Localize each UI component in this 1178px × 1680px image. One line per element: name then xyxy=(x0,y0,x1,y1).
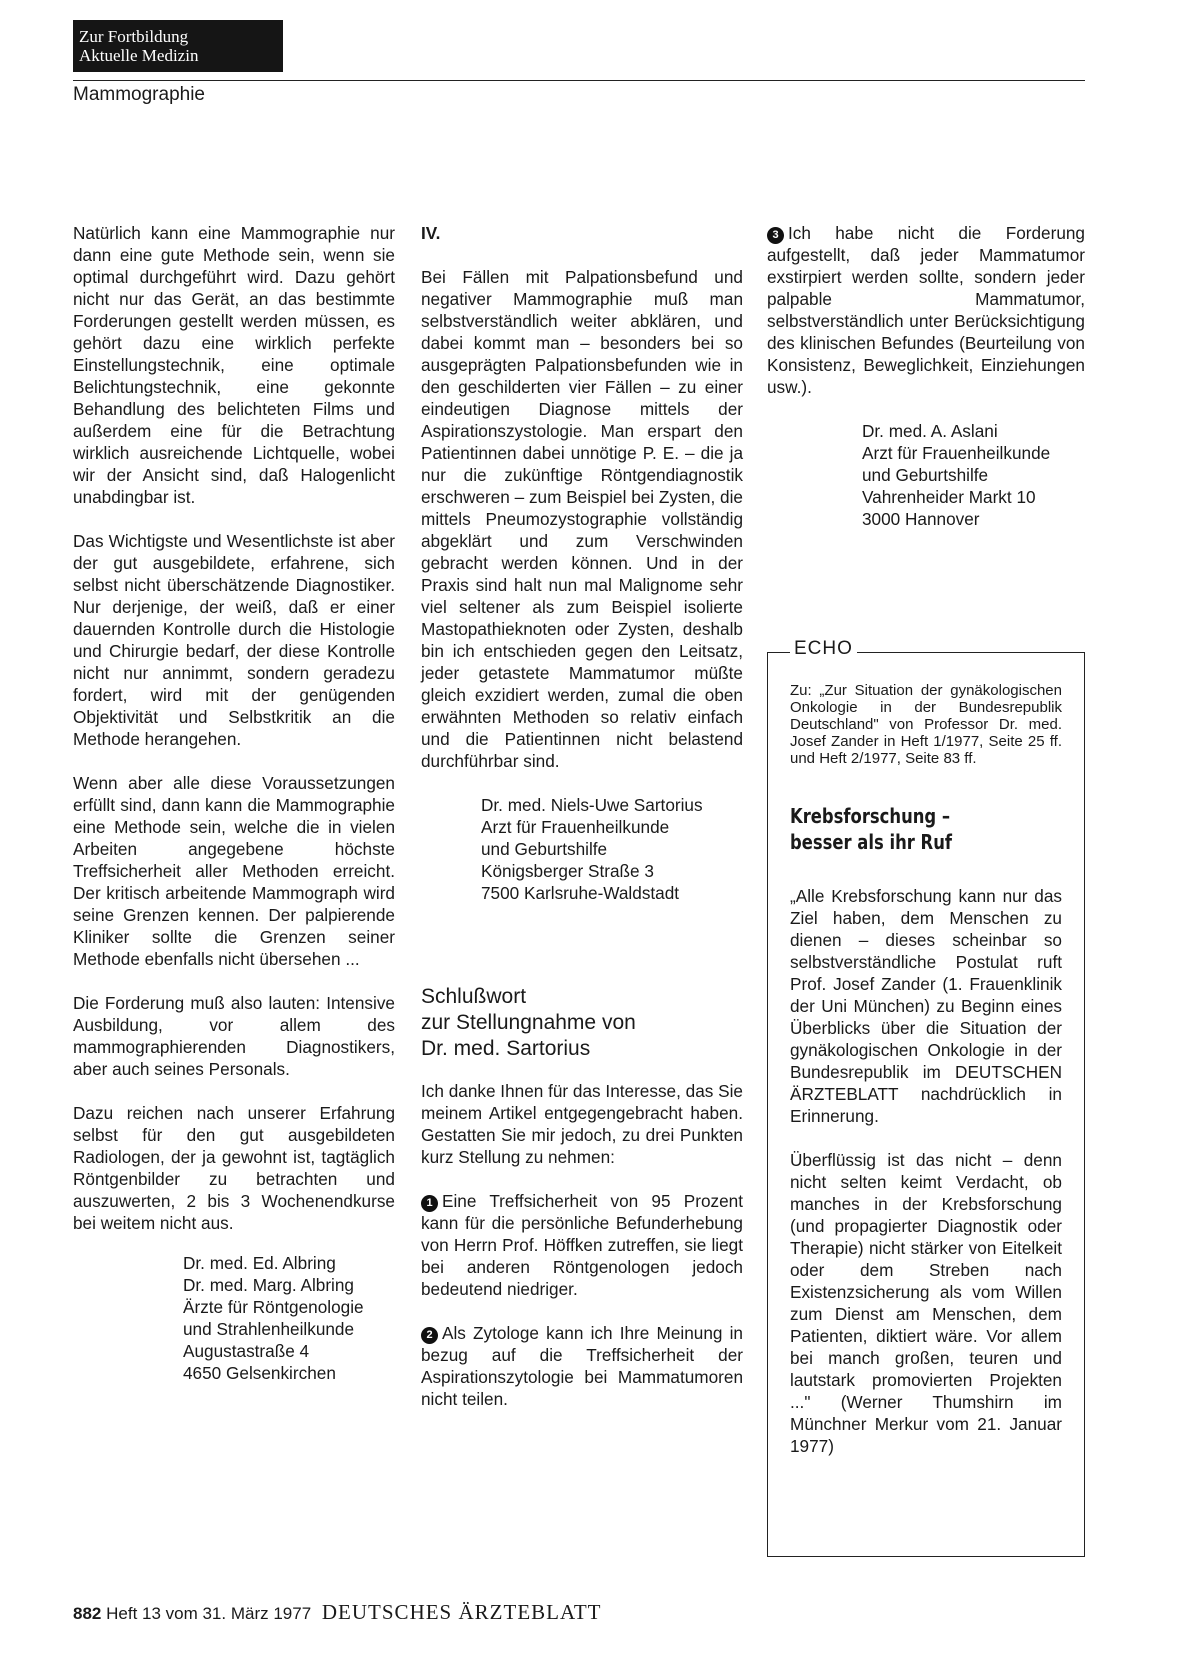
numbered-point-3 xyxy=(767,222,1085,398)
signature-line: Dr. med. Niels-Uwe Sartorius xyxy=(481,795,703,815)
column-2 xyxy=(421,222,743,1432)
page-footer xyxy=(73,1600,601,1625)
headline-line: Krebsforschung – xyxy=(790,804,951,828)
signature-sartorius xyxy=(421,794,743,904)
signature-line: Arzt für Frauenheilkunde xyxy=(481,817,670,837)
paragraph: Dazu reichen nach unserer Erfahrung selbst für den gut ausgebildeten Radiologen, der ja gewohnt ist, tagtäglich Röntgenbilder zu betrachten und auszuwerten, 2 bis 3 Wochenendkurse bei weitem nicht aus. xyxy=(73,1103,395,1233)
signature-line: 4650 Gelsenkirchen xyxy=(183,1363,336,1383)
point-text: Ich habe nicht die Forderung aufgestellt, daß jeder Mammatumor exstirpiert werden sollte, sondern jeder palpable Mammatumor, selbstverständlich unter Berücksichtigung des klinischen Befundes (Beurteilung von Konsistenz, Beweglichkeit, Einziehungen usw.). xyxy=(767,223,1085,397)
heading-line: Dr. med. Sartorius xyxy=(421,1037,591,1060)
point-text: Eine Treffsicherheit von 95 Prozent kann für die persönliche Befunderhebung von Herrn Prof. Höffken zutreffen, sie liegt bei anderen Röntgenologen jedoch bedeutend niedriger. xyxy=(421,1191,743,1299)
signature-line: Dr. med. Ed. Albring xyxy=(183,1253,336,1273)
signature-line: Dr. med. A. Aslani xyxy=(862,421,998,441)
paragraph: Bei Fällen mit Palpationsbefund und negativer Mammographie muß man selbstverständlich weiter abklären, und dabei kommt man – besonders bei so ausgeprägten Palpationsbefunden wie in den geschilderten vier Fällen – zu einer eindeutigen Diagnose mittels der Aspirationszystologie. Man erspart den Patientinnen dabei unnötige P. E. – die ja nur die zukünftige Röntgendiagnostik erschweren – zum Beispiel bei Zysten, die mittels Pneumozystographie vollständig abgeklärt und zum Verschwinden gebracht werden können. Und in der Praxis sind halt nun mal Malignome sehr viel seltener als zum Beispiel isolierte Mastopathieknoten oder Zysten, deshalb bin ich entschieden gegen den Leitsatz, jeder getastete Mammatumor müßte gleich exzidiert werden, zumal die oben erwähnten Methoden so relativ einfach und die Patientinnen nicht belastend durchführbar sind. xyxy=(421,267,743,771)
number-badge-icon: 1 xyxy=(421,1195,438,1212)
numbered-point-2 xyxy=(421,1322,743,1410)
signature-line: 7500 Karlsruhe-Waldstadt xyxy=(481,883,680,903)
paragraph: Natürlich kann eine Mammographie nur dann eine gute Methode sein, wenn sie optimal durchgeführt wird. Dazu gehört nicht nur das Gerät, an das bestimmte Forderungen gestellt werden müssen, es gehört dazu eine wirklich perfekte Einstellungstechnik, eine optimale Belichtungstechnik, eine gekonnte Behandlung des belichteten Films und außerdem eine für die Betrachtung wirklich ausreichende Lichtquelle, wobei wir der Ansicht sind, daß Halogenlicht unabdingbar ist. xyxy=(73,223,395,507)
signature-line: Dr. med. Marg. Albring xyxy=(183,1275,354,1295)
heading-line: Schlußwort xyxy=(421,985,527,1008)
schlusswort-heading xyxy=(421,984,743,1062)
column-3 xyxy=(767,222,1085,530)
signature-line: und Geburtshilfe xyxy=(481,839,608,859)
column-1 xyxy=(73,222,395,1384)
signature-line: Ärzte für Röntgenologie xyxy=(183,1297,364,1317)
kicker-line-1: Zur Fortbildung xyxy=(79,27,189,46)
paragraph: Das Wichtigste und Wesentlichste ist aber der gut ausgebildete, erfahrene, sich selbst nicht überschätzende Diagnostiker. Nur derjenige, der weiß, daß er einer dauernden Kontrolle durch die Histologie und Chirurgie bedarf, der diese Kontrolle nicht nur annimmt, sondern geradezu fordert, wird mit der genügenden Objektivität und Selbstkritik an die Methode herangehen. xyxy=(73,531,395,749)
kicker-line-2: Aktuelle Medizin xyxy=(79,46,199,65)
echo-content xyxy=(790,682,1062,1479)
numbered-point-1 xyxy=(421,1190,743,1300)
paragraph: Überflüssig ist das nicht – denn nicht selten keimt Verdacht, ob manches in der Krebsforschung (und propagierter Diagnostik oder Therapie) nicht stärker von Eitelkeit oder dem Streben nach Existenzsicherung als vom Willen zum Dienst am Menschen, dem Patienten, diktiert wäre. Vor allem bei manch großen, teuren und lautstark promovierten Projekten ..." (Werner Thumshirn im Münchner Merkur vom 21. Januar 1977) xyxy=(790,1150,1062,1456)
section-kicker-box xyxy=(73,20,283,72)
signature-line: Vahrenheider Markt 10 xyxy=(862,487,1036,507)
signature-line: und Geburtshilfe xyxy=(862,465,989,485)
paragraph: Wenn aber alle diese Voraussetzungen erfüllt sind, dann kann die Mammographie eine Methode sein, welche die in vielen Arbeiten angegebene höchste Treffsicherheit aller Methoden erreicht. Der kritisch arbeitende Mammograph wird seine Grenzen kennen. Der palpierende Kliniker sollte die Grenzen seiner Methode ebenfalls nicht übersehen ... xyxy=(73,773,395,969)
paragraph: Ich danke Ihnen für das Interesse, das Sie meinem Artikel entgegengebracht haben. Gestatten Sie mir jedoch, zu drei Punkten kurz Stellung zu nehmen: xyxy=(421,1081,743,1167)
signature-line: Augustastraße 4 xyxy=(183,1341,310,1361)
signature-aslani xyxy=(767,420,1085,530)
paragraph: Die Forderung muß also lauten: Intensive Ausbildung, vor allem des mammographierenden Diagnostikers, aber auch seines Personals. xyxy=(73,993,395,1079)
number-badge-icon: 3 xyxy=(767,227,784,244)
masthead: DEUTSCHES ÄRZTEBLATT xyxy=(321,1600,602,1624)
signature-line: Königsberger Straße 3 xyxy=(481,861,654,881)
echo-headline xyxy=(790,803,1061,855)
paragraph: „Alle Krebsforschung kann nur das Ziel haben, dem Menschen zu dienen – dieses scheinbar so selbstverständliche Postulat ruft Prof. Josef Zander (1. Frauenklinik der Uni München) zu Beginn eines Überblicks über die Situation der gynäkologischen Onkologie in der Bundesrepublik im DEUTSCHEN ÄRZTEBLATT nachdrücklich in Erinnerung. xyxy=(790,886,1062,1126)
point-text: Als Zytologe kann ich Ihre Meinung in bezug auf die Treffsicherheit der Aspirationszytologie bei Mammatumoren nicht teilen. xyxy=(421,1323,743,1409)
signature-line: und Strahlenheilkunde xyxy=(183,1319,355,1339)
section-number-heading: IV. xyxy=(421,223,441,243)
heading-line: zur Stellungnahme von xyxy=(421,1011,636,1034)
echo-label: ECHO xyxy=(790,638,857,660)
echo-reference: Zu: „Zur Situation der gynäkologischen Onkologie in der Bundesrepublik Deutschland" von Professor Dr. med. Josef Zander in Heft 1/1977, Seite 25 ff. und Heft 2/1977, Seite 83 ff. xyxy=(790,682,1062,767)
page-number: 882 xyxy=(73,1604,102,1623)
signature-line: Arzt für Frauenheilkunde xyxy=(862,443,1051,463)
echo-body xyxy=(790,885,1062,1457)
header-rule xyxy=(73,80,1085,81)
signature-albring xyxy=(73,1252,395,1384)
signature-line: 3000 Hannover xyxy=(862,509,980,529)
headline-line: besser als ihr Ruf xyxy=(790,830,953,854)
section-title: Mammographie xyxy=(73,84,205,105)
issue-info: Heft 13 vom 31. März 1977 xyxy=(106,1604,312,1623)
number-badge-icon: 2 xyxy=(421,1327,438,1344)
